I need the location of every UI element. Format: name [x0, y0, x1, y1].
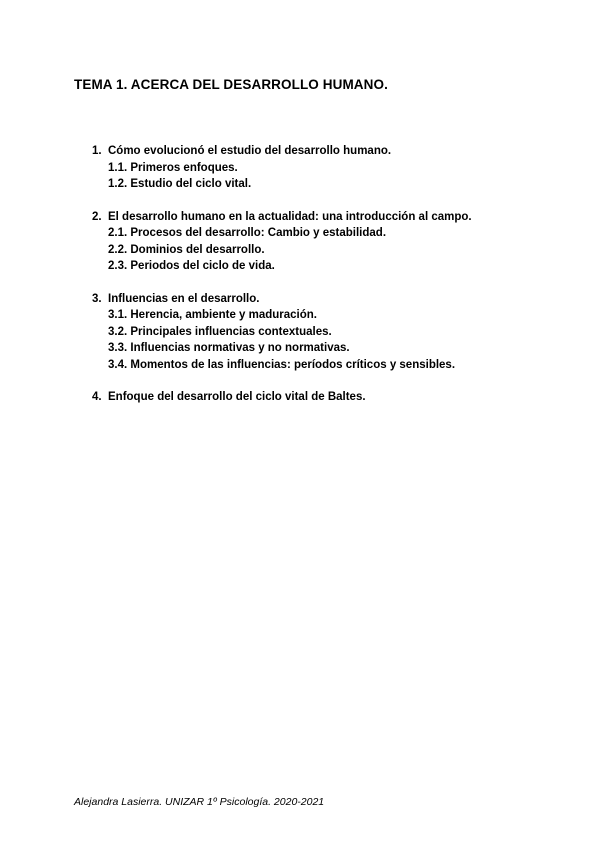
subsection-item: 1.1. Primeros enfoques.: [108, 161, 238, 174]
section-heading: [92, 143, 472, 160]
subsection-item: 3.4. Momentos de las influencias: períodos críticos y sensibles.: [108, 358, 456, 371]
section-heading: [92, 389, 472, 406]
section-title: Cómo evolucionó el estudio del desarrollo humano.: [108, 145, 392, 157]
section-number: 2.: [92, 210, 102, 223]
section-title: Enfoque del desarrollo del ciclo vital de Baltes.: [108, 391, 366, 403]
page-title: TEMA 1. ACERCA DEL DESARROLLO HUMANO.: [74, 77, 388, 92]
subsection-item: 3.1. Herencia, ambiente y maduración.: [108, 309, 317, 321]
section-title: El desarrollo humano en la actualidad: una introducción al campo.: [108, 210, 472, 223]
section-number: 4.: [92, 391, 102, 403]
subsection-item: 1.2. Estudio del ciclo vital.: [108, 178, 252, 190]
section-heading: [92, 291, 472, 308]
section-number: 3.: [92, 292, 102, 305]
outline-section-3: [92, 291, 472, 374]
subsection-item: 3.3. Influencias normativas y no normativas.: [108, 342, 350, 354]
subsection-item: 2.1. Procesos del desarrollo: Cambio y estabilidad.: [108, 227, 387, 239]
section-number: 1.: [92, 145, 102, 157]
outline-section-4: [92, 389, 472, 406]
subsection-item: 2.2. Dominios del desarrollo.: [108, 243, 265, 256]
page-footer: Alejandra Lasierra. UNIZAR 1º Psicología. 2020-2021: [74, 796, 325, 808]
section-title: Influencias en el desarrollo.: [108, 292, 260, 305]
subsection-item: 3.2. Principales influencias contextuales.: [108, 325, 332, 338]
subsection-item: 2.3. Periodos del ciclo de vida.: [108, 260, 275, 272]
topic-outline: [92, 143, 472, 422]
section-heading: [92, 209, 472, 226]
outline-section-1: [92, 143, 472, 193]
outline-section-2: [92, 209, 472, 275]
